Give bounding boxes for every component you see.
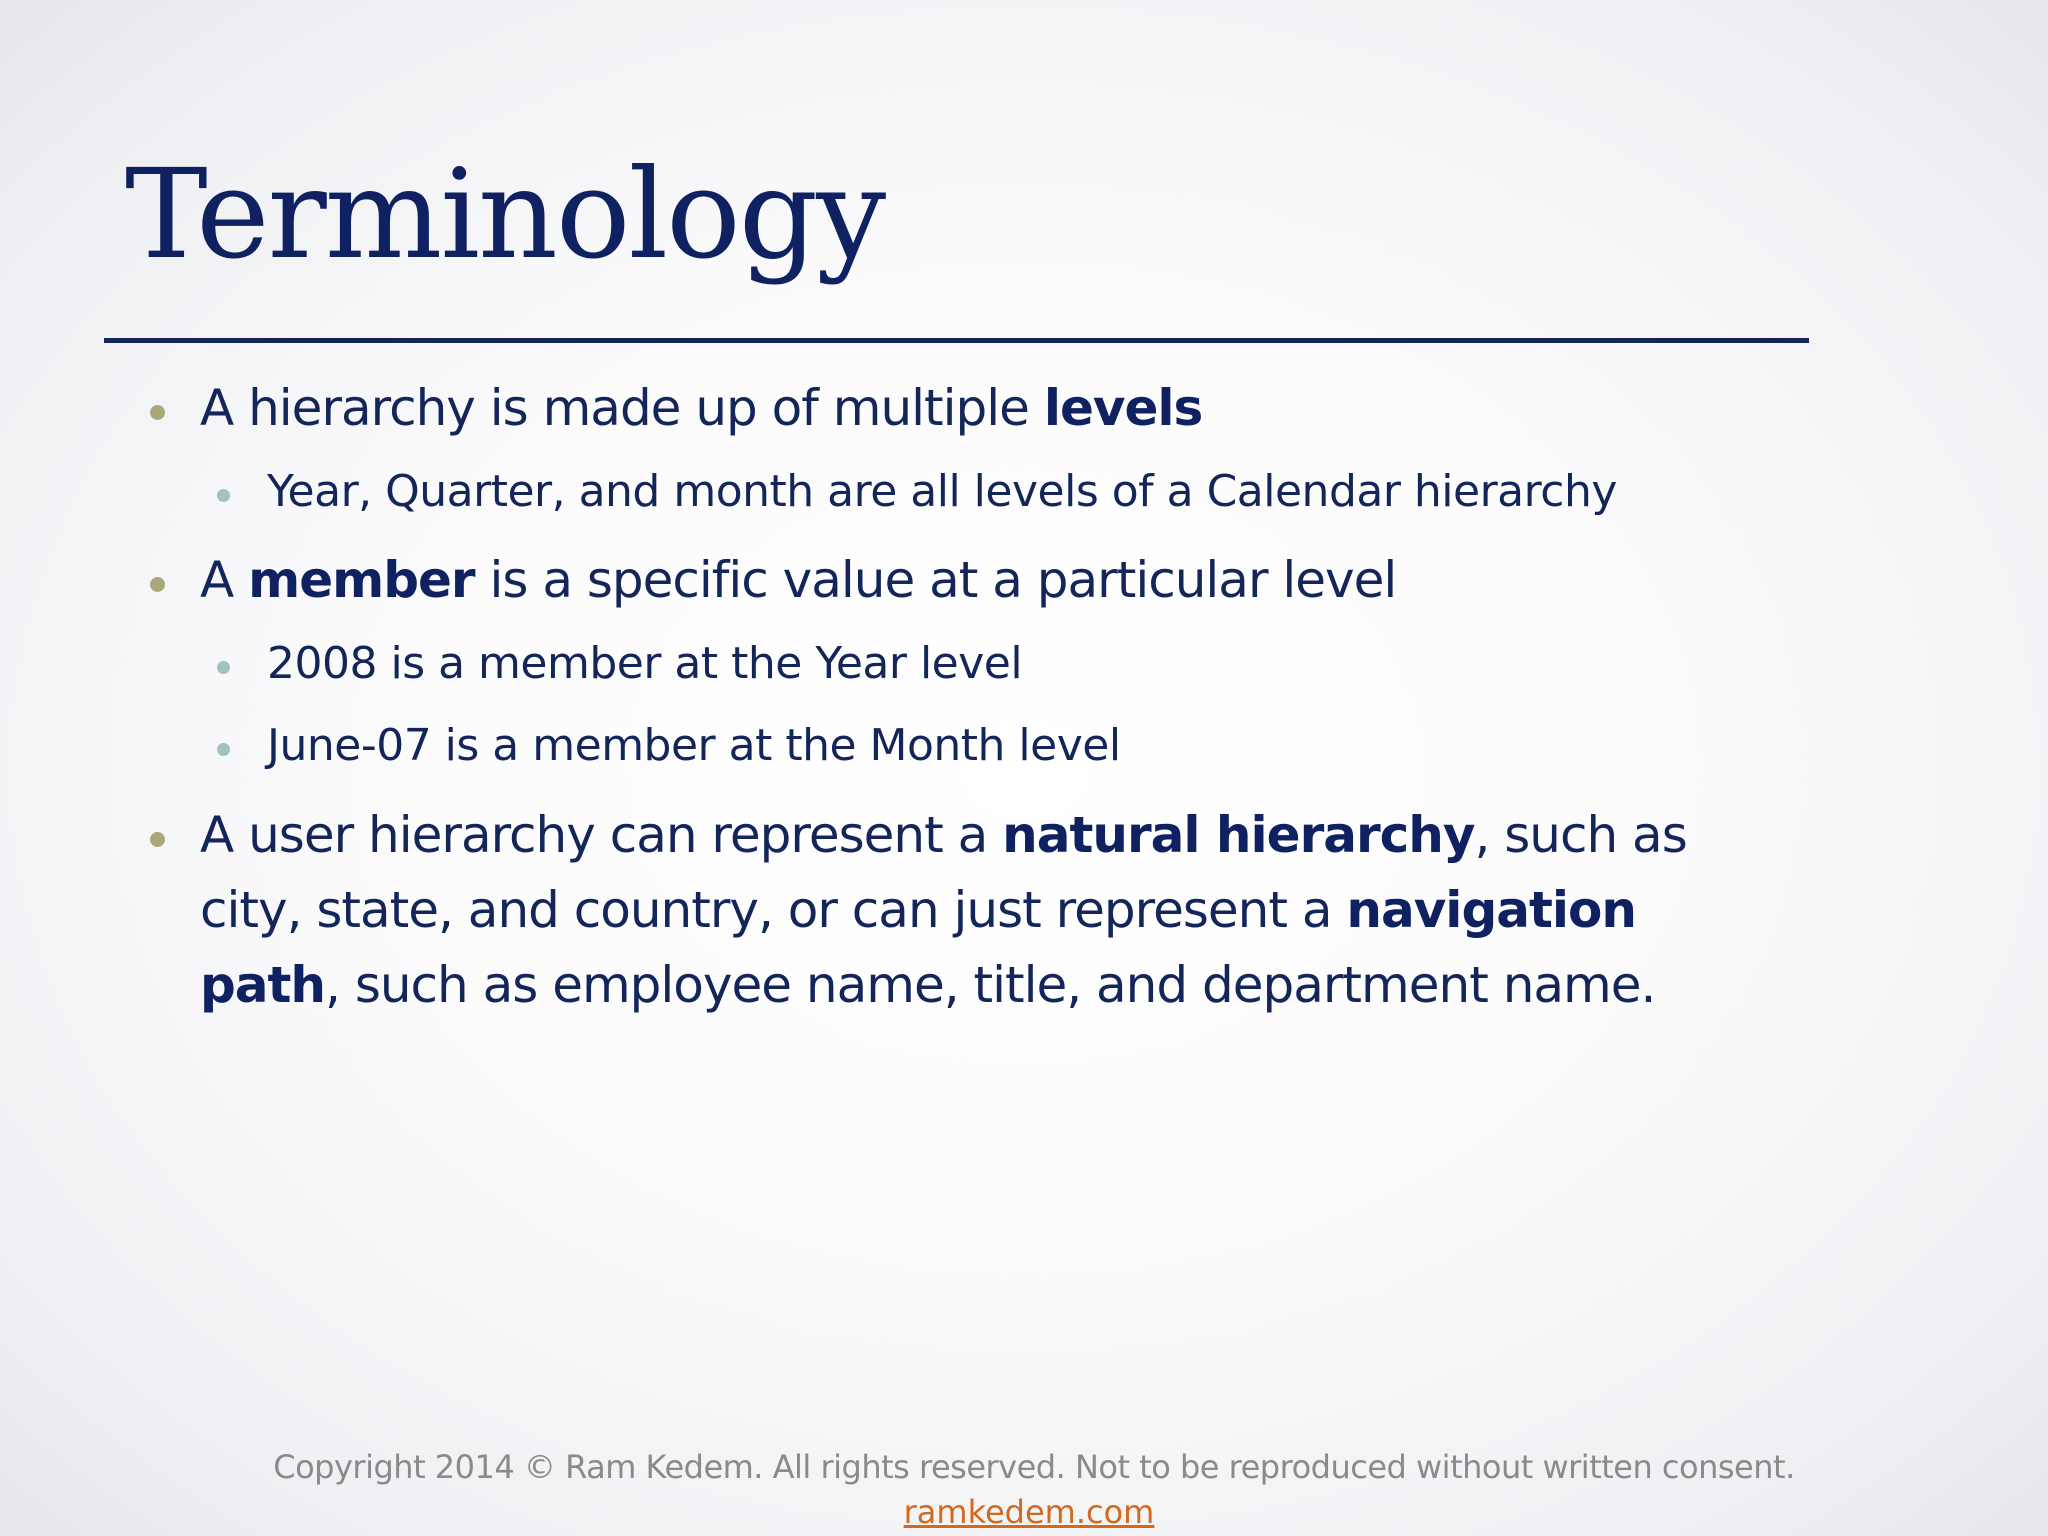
bullet-text: A user hierarchy can represent a xyxy=(200,806,1003,864)
slide-title: Terminology xyxy=(125,143,885,287)
bullet-text: , such as employee name, title, and department name. xyxy=(325,956,1656,1014)
bullet-bold-term: levels xyxy=(1043,379,1203,437)
footer-link-container xyxy=(0,1490,2048,1534)
bullet-dot-icon xyxy=(150,577,165,592)
bullet-text: is a specific value at a particular level xyxy=(474,551,1397,609)
bullet-member-definition xyxy=(200,543,1396,618)
bullet-user-hierarchy xyxy=(200,798,1760,1023)
subbullet-month-member xyxy=(267,714,1121,778)
bullet-text: A xyxy=(200,551,249,609)
bullet-bold-term: member xyxy=(248,551,475,609)
subbullet-calendar-levels xyxy=(267,460,1617,524)
bullet-bold-term: navigation path xyxy=(200,881,1636,1014)
bullet-dot-icon xyxy=(150,832,165,847)
sub-bullet-dot-icon xyxy=(217,743,230,756)
sub-bullet-text: Year, Quarter, and month are all levels of a Calendar hierarchy xyxy=(267,466,1617,517)
subbullet-year-member xyxy=(267,632,1022,696)
bullet-dot-icon xyxy=(150,405,165,420)
copyright-notice: Copyright 2014 © Ram Kedem. All rights reserved. Not to be reproduced without written consent. xyxy=(273,1448,1795,1486)
bullet-text: A hierarchy is made up of multiple xyxy=(200,379,1044,437)
bullet-text: , such as city, state, and country, or can just represent a xyxy=(200,806,1687,939)
title-divider xyxy=(104,338,1809,343)
sub-bullet-dot-icon xyxy=(217,661,230,674)
sub-bullet-text: 2008 is a member at the Year level xyxy=(267,638,1023,689)
website-link[interactable]: ramkedem.com xyxy=(903,1493,1155,1531)
bullet-bold-term: natural hierarchy xyxy=(1002,806,1475,864)
sub-bullet-dot-icon xyxy=(217,489,230,502)
bullet-hierarchy-levels xyxy=(200,371,1202,446)
sub-bullet-text: June-07 is a member at the Month level xyxy=(267,720,1121,771)
